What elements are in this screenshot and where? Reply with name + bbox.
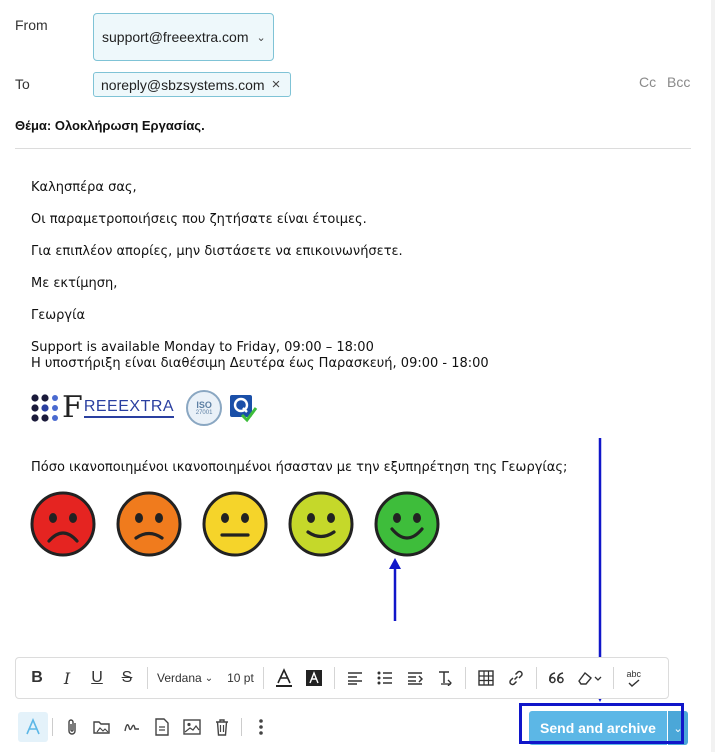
bold-button[interactable]: B: [31, 669, 43, 686]
signature-name: Γεωργία: [31, 308, 86, 323]
very-happy-face-fill: [376, 493, 438, 555]
iso-badge-number: 27001: [195, 409, 213, 416]
support-hours-en: Support is available Monday to Friday, 09:00 – 18:00: [31, 340, 374, 355]
happy-face-fill: [290, 493, 352, 555]
toolbar-separator: [147, 667, 148, 689]
strikethrough-button[interactable]: S: [121, 669, 133, 686]
chevron-down-icon: ⌄: [204, 672, 214, 684]
signature-icon[interactable]: [117, 712, 147, 742]
body-line-2: Για επιπλέον απορίες, μην διστάσετε να επικοινωνήσετε.: [31, 244, 403, 259]
italic-button[interactable]: I: [63, 668, 71, 688]
logo-dots-icon: [30, 393, 60, 423]
highlight-color-icon[interactable]: [299, 664, 329, 692]
eraser-dropdown-icon[interactable]: [572, 664, 608, 692]
toolbar-separator: [263, 667, 264, 689]
satisfaction-faces: [30, 491, 440, 557]
annotation-arrow-up-icon: [380, 555, 410, 625]
to-recipient-chip[interactable]: [93, 72, 291, 97]
very-happy-face-icon[interactable]: [374, 491, 440, 557]
subject-field[interactable]: Θέμα: Ολοκλήρωση Εργασίας.: [15, 118, 205, 133]
font-family-value: Verdana: [157, 671, 202, 685]
more-options-icon[interactable]: [246, 712, 276, 742]
toolbar-separator: [613, 667, 614, 689]
to-label: To: [15, 76, 30, 92]
chevron-down-icon: ⌄: [256, 31, 266, 44]
greeting-text: Καλησπέρα σας,: [31, 180, 137, 195]
clear-formatting-icon[interactable]: [430, 664, 460, 692]
iso-badge: [186, 390, 222, 426]
delete-icon[interactable]: [207, 712, 237, 742]
neutral-face-fill: [204, 493, 266, 555]
neutral-face-icon[interactable]: [202, 491, 268, 557]
attachment-icon[interactable]: [57, 712, 87, 742]
to-value: noreply@sbzsystems.com: [101, 76, 265, 93]
annotation-highlight-box: [519, 703, 684, 744]
certification-q-icon: [228, 393, 258, 423]
cc-button[interactable]: Cc: [639, 74, 657, 90]
underline-button[interactable]: U: [91, 669, 103, 686]
actions-separator: [241, 718, 242, 736]
very-unhappy-face-icon[interactable]: [30, 491, 96, 557]
check-icon: [628, 679, 640, 687]
formatting-toggle-icon[interactable]: [18, 712, 48, 742]
logo-wordmark: REEEXTRA: [84, 398, 174, 418]
unhappy-face-icon[interactable]: [116, 491, 182, 557]
indent-icon[interactable]: [400, 664, 430, 692]
font-size-select[interactable]: 10 pt: [227, 671, 254, 685]
closing-text: Με εκτίμηση,: [31, 276, 118, 291]
actions-separator: [52, 718, 53, 736]
header-divider: [15, 148, 691, 149]
send-and-archive-button[interactable]: Send and archive: [529, 711, 667, 745]
table-icon[interactable]: [471, 664, 501, 692]
image-icon[interactable]: [177, 712, 207, 742]
from-value: support@freeextra.com: [102, 29, 249, 45]
logo-letter-f: F: [62, 390, 83, 425]
folder-icon[interactable]: [87, 712, 117, 742]
chevron-down-icon: ⌄: [673, 722, 683, 735]
body-line-1: Οι παραμετροποιήσεις που ζητήσατε είναι έτοιμες.: [31, 212, 367, 227]
iso-badge-label: ISO: [196, 399, 212, 410]
toolbar-separator: [536, 667, 537, 689]
formatting-toolbar: [15, 657, 669, 699]
font-family-select[interactable]: [153, 671, 217, 685]
remove-recipient-icon[interactable]: ×: [271, 76, 281, 93]
bcc-button[interactable]: Bcc: [667, 74, 691, 90]
template-icon[interactable]: [147, 712, 177, 742]
happy-face-icon[interactable]: [288, 491, 354, 557]
text-color-icon[interactable]: [269, 664, 299, 692]
freeextra-logo: [30, 388, 258, 428]
toolbar-separator: [465, 667, 466, 689]
quote-icon[interactable]: [542, 664, 572, 692]
link-icon[interactable]: [501, 664, 531, 692]
compose-actions-bar: [18, 712, 276, 742]
unhappy-face-fill: [118, 493, 180, 555]
support-hours-gr: Η υποστήριξη είναι διαθέσιμη Δευτέρα έως Παρασκευή, 09:00 - 18:00: [31, 356, 489, 371]
scrollbar[interactable]: [711, 0, 715, 752]
from-label: From: [15, 17, 48, 33]
bulleted-list-icon[interactable]: [370, 664, 400, 692]
align-left-icon[interactable]: [340, 664, 370, 692]
spellcheck-label: abc: [626, 668, 642, 679]
from-select[interactable]: [93, 13, 274, 61]
toolbar-separator: [334, 667, 335, 689]
very-unhappy-face-fill: [32, 493, 94, 555]
spellcheck-button[interactable]: [619, 664, 649, 692]
survey-question: Πόσο ικανοποιημένοι ικανοποιημένοι ήσασταν με την εξυπηρέτηση της Γεωργίας;: [31, 460, 568, 475]
